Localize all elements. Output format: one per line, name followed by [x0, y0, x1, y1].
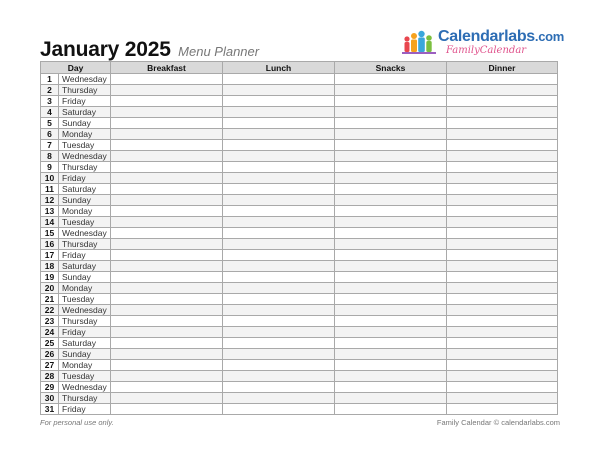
- day-name: Friday: [59, 404, 111, 415]
- dinner-cell[interactable]: [447, 74, 558, 85]
- lunch-cell[interactable]: [223, 294, 335, 305]
- snacks-cell[interactable]: [335, 250, 447, 261]
- dinner-cell[interactable]: [447, 107, 558, 118]
- family-figures-icon: [402, 30, 436, 56]
- breakfast-cell[interactable]: [111, 228, 223, 239]
- day-name: Thursday: [59, 316, 111, 327]
- table-row: [41, 107, 558, 118]
- snacks-cell[interactable]: [335, 129, 447, 140]
- breakfast-cell[interactable]: [111, 206, 223, 217]
- breakfast-cell[interactable]: [111, 118, 223, 129]
- calendarlabs-logo[interactable]: [402, 28, 565, 58]
- day-number: 28: [41, 371, 59, 382]
- logo-dotcom-text: .com: [534, 29, 565, 44]
- table-row: [41, 261, 558, 272]
- day-name: Wednesday: [59, 382, 111, 393]
- breakfast-cell[interactable]: [111, 96, 223, 107]
- snacks-cell[interactable]: [335, 118, 447, 129]
- lunch-cell[interactable]: [223, 327, 335, 338]
- table-row: [41, 217, 558, 228]
- dinner-cell[interactable]: [447, 349, 558, 360]
- lunch-cell[interactable]: [223, 371, 335, 382]
- lunch-cell[interactable]: [223, 129, 335, 140]
- day-name: Thursday: [59, 162, 111, 173]
- dinner-cell[interactable]: [447, 206, 558, 217]
- table-row: [41, 85, 558, 96]
- dinner-cell[interactable]: [447, 118, 558, 129]
- day-name: Tuesday: [59, 140, 111, 151]
- breakfast-cell[interactable]: [111, 327, 223, 338]
- snacks-cell[interactable]: [335, 272, 447, 283]
- day-number: 30: [41, 393, 59, 404]
- table-row: [41, 96, 558, 107]
- day-number: 13: [41, 206, 59, 217]
- day-number: 16: [41, 239, 59, 250]
- logo-name-text: Calendarlabs: [438, 28, 535, 45]
- snacks-cell[interactable]: [335, 283, 447, 294]
- column-header-breakfast: Breakfast: [111, 62, 223, 74]
- breakfast-cell[interactable]: [111, 316, 223, 327]
- breakfast-cell[interactable]: [111, 250, 223, 261]
- table-row: [41, 382, 558, 393]
- dinner-cell[interactable]: [447, 217, 558, 228]
- breakfast-cell[interactable]: [111, 162, 223, 173]
- day-number: 3: [41, 96, 59, 107]
- lunch-cell[interactable]: [223, 173, 335, 184]
- day-number: 20: [41, 283, 59, 294]
- day-name: Friday: [59, 250, 111, 261]
- dinner-cell[interactable]: [447, 140, 558, 151]
- day-number: 27: [41, 360, 59, 371]
- day-number: 8: [41, 151, 59, 162]
- day-number: 18: [41, 261, 59, 272]
- table-row: [41, 393, 558, 404]
- day-name: Wednesday: [59, 74, 111, 85]
- table-row: [41, 74, 558, 85]
- snacks-cell[interactable]: [335, 151, 447, 162]
- lunch-cell[interactable]: [223, 404, 335, 415]
- snacks-cell[interactable]: [335, 140, 447, 151]
- day-name: Saturday: [59, 338, 111, 349]
- breakfast-cell[interactable]: [111, 261, 223, 272]
- breakfast-cell[interactable]: [111, 85, 223, 96]
- day-number: 9: [41, 162, 59, 173]
- lunch-cell[interactable]: [223, 162, 335, 173]
- lunch-cell[interactable]: [223, 74, 335, 85]
- day-number: 11: [41, 184, 59, 195]
- day-name: Monday: [59, 283, 111, 294]
- lunch-cell[interactable]: [223, 206, 335, 217]
- snacks-cell[interactable]: [335, 206, 447, 217]
- day-number: 25: [41, 338, 59, 349]
- table-row: [41, 349, 558, 360]
- dinner-cell[interactable]: [447, 360, 558, 371]
- breakfast-cell[interactable]: [111, 371, 223, 382]
- table-row: [41, 162, 558, 173]
- day-number: 10: [41, 173, 59, 184]
- day-name: Tuesday: [59, 294, 111, 305]
- snacks-cell[interactable]: [335, 404, 447, 415]
- dinner-cell[interactable]: [447, 393, 558, 404]
- snacks-cell[interactable]: [335, 316, 447, 327]
- day-name: Sunday: [59, 118, 111, 129]
- lunch-cell[interactable]: [223, 250, 335, 261]
- dinner-cell[interactable]: [447, 294, 558, 305]
- dinner-cell[interactable]: [447, 195, 558, 206]
- dinner-cell[interactable]: [447, 239, 558, 250]
- breakfast-cell[interactable]: [111, 382, 223, 393]
- day-name: Saturday: [59, 184, 111, 195]
- dinner-cell[interactable]: [447, 316, 558, 327]
- day-name: Saturday: [59, 107, 111, 118]
- breakfast-cell[interactable]: [111, 184, 223, 195]
- column-header-dinner: Dinner: [447, 62, 558, 74]
- breakfast-cell[interactable]: [111, 349, 223, 360]
- snacks-cell[interactable]: [335, 239, 447, 250]
- table-row: [41, 118, 558, 129]
- day-name: Friday: [59, 173, 111, 184]
- table-row: [41, 239, 558, 250]
- day-name: Sunday: [59, 195, 111, 206]
- day-number: 2: [41, 85, 59, 96]
- breakfast-cell[interactable]: [111, 195, 223, 206]
- table-header-row: [41, 62, 558, 74]
- page-title: [40, 38, 259, 62]
- column-header-lunch: Lunch: [223, 62, 335, 74]
- snacks-cell[interactable]: [335, 360, 447, 371]
- day-number: 24: [41, 327, 59, 338]
- table-row: [41, 195, 558, 206]
- lunch-cell[interactable]: [223, 393, 335, 404]
- footer-credit: Family Calendar © calendarlabs.com: [436, 418, 560, 427]
- table-row: [41, 338, 558, 349]
- table-row: [41, 206, 558, 217]
- breakfast-cell[interactable]: [111, 283, 223, 294]
- dinner-cell[interactable]: [447, 272, 558, 283]
- snacks-cell[interactable]: [335, 261, 447, 272]
- table-row: [41, 129, 558, 140]
- snacks-cell[interactable]: [335, 294, 447, 305]
- snacks-cell[interactable]: [335, 327, 447, 338]
- lunch-cell[interactable]: [223, 349, 335, 360]
- lunch-cell[interactable]: [223, 261, 335, 272]
- breakfast-cell[interactable]: [111, 151, 223, 162]
- planner-subtitle: Menu Planner: [178, 44, 260, 59]
- dinner-cell[interactable]: [447, 382, 558, 393]
- day-name: Wednesday: [59, 228, 111, 239]
- day-number: 19: [41, 272, 59, 283]
- breakfast-cell[interactable]: [111, 305, 223, 316]
- table-row: [41, 272, 558, 283]
- dinner-cell[interactable]: [447, 173, 558, 184]
- breakfast-cell[interactable]: [111, 217, 223, 228]
- day-name: Monday: [59, 206, 111, 217]
- breakfast-cell[interactable]: [111, 360, 223, 371]
- lunch-cell[interactable]: [223, 217, 335, 228]
- column-header-snacks: Snacks: [335, 62, 447, 74]
- day-name: Monday: [59, 360, 111, 371]
- snacks-cell[interactable]: [335, 184, 447, 195]
- dinner-cell[interactable]: [447, 327, 558, 338]
- breakfast-cell[interactable]: [111, 338, 223, 349]
- breakfast-cell[interactable]: [111, 107, 223, 118]
- table-row: [41, 316, 558, 327]
- snacks-cell[interactable]: [335, 393, 447, 404]
- table-row: [41, 151, 558, 162]
- snacks-cell[interactable]: [335, 382, 447, 393]
- breakfast-cell[interactable]: [111, 393, 223, 404]
- table-row: [41, 294, 558, 305]
- lunch-cell[interactable]: [223, 283, 335, 294]
- table-row: [41, 360, 558, 371]
- column-header-day: Day: [41, 62, 111, 74]
- snacks-cell[interactable]: [335, 162, 447, 173]
- day-number: 23: [41, 316, 59, 327]
- day-name: Wednesday: [59, 305, 111, 316]
- day-name: Sunday: [59, 272, 111, 283]
- day-number: 14: [41, 217, 59, 228]
- dinner-cell[interactable]: [447, 404, 558, 415]
- table-row: [41, 305, 558, 316]
- breakfast-cell[interactable]: [111, 74, 223, 85]
- breakfast-cell[interactable]: [111, 272, 223, 283]
- snacks-cell[interactable]: [335, 173, 447, 184]
- day-number: 26: [41, 349, 59, 360]
- dinner-cell[interactable]: [447, 371, 558, 382]
- table-row: [41, 250, 558, 261]
- dinner-cell[interactable]: [447, 151, 558, 162]
- breakfast-cell[interactable]: [111, 129, 223, 140]
- month-year-title: January 2025: [40, 38, 171, 61]
- lunch-cell[interactable]: [223, 228, 335, 239]
- day-name: Friday: [59, 96, 111, 107]
- lunch-cell[interactable]: [223, 239, 335, 250]
- breakfast-cell[interactable]: [111, 173, 223, 184]
- dinner-cell[interactable]: [447, 261, 558, 272]
- logo-tagline: FamilyCalendar: [446, 45, 527, 56]
- table-row: [41, 140, 558, 151]
- day-number: 7: [41, 140, 59, 151]
- table-row: [41, 327, 558, 338]
- lunch-cell[interactable]: [223, 184, 335, 195]
- snacks-cell[interactable]: [335, 74, 447, 85]
- table-row: [41, 228, 558, 239]
- breakfast-cell[interactable]: [111, 294, 223, 305]
- dinner-cell[interactable]: [447, 162, 558, 173]
- day-name: Tuesday: [59, 217, 111, 228]
- dinner-cell[interactable]: [447, 305, 558, 316]
- day-name: Saturday: [59, 261, 111, 272]
- day-name: Monday: [59, 129, 111, 140]
- lunch-cell[interactable]: [223, 316, 335, 327]
- lunch-cell[interactable]: [223, 195, 335, 206]
- day-number: 21: [41, 294, 59, 305]
- day-name: Thursday: [59, 239, 111, 250]
- breakfast-cell[interactable]: [111, 239, 223, 250]
- table-row: [41, 404, 558, 415]
- snacks-cell[interactable]: [335, 349, 447, 360]
- day-number: 29: [41, 382, 59, 393]
- day-number: 6: [41, 129, 59, 140]
- snacks-cell[interactable]: [335, 228, 447, 239]
- lunch-cell[interactable]: [223, 360, 335, 371]
- day-number: 12: [41, 195, 59, 206]
- table-row: [41, 184, 558, 195]
- table-row: [41, 283, 558, 294]
- snacks-cell[interactable]: [335, 338, 447, 349]
- dinner-cell[interactable]: [447, 85, 558, 96]
- lunch-cell[interactable]: [223, 107, 335, 118]
- lunch-cell[interactable]: [223, 338, 335, 349]
- snacks-cell[interactable]: [335, 107, 447, 118]
- lunch-cell[interactable]: [223, 305, 335, 316]
- dinner-cell[interactable]: [447, 228, 558, 239]
- lunch-cell[interactable]: [223, 382, 335, 393]
- snacks-cell[interactable]: [335, 195, 447, 206]
- menu-planner-table: [40, 61, 558, 415]
- logo-wordmark: [438, 28, 564, 46]
- day-name: Wednesday: [59, 151, 111, 162]
- day-number: 1: [41, 74, 59, 85]
- day-number: 31: [41, 404, 59, 415]
- planner-body: [41, 74, 558, 415]
- lunch-cell[interactable]: [223, 140, 335, 151]
- breakfast-cell[interactable]: [111, 404, 223, 415]
- snacks-cell[interactable]: [335, 371, 447, 382]
- day-number: 4: [41, 107, 59, 118]
- lunch-cell[interactable]: [223, 85, 335, 96]
- breakfast-cell[interactable]: [111, 140, 223, 151]
- lunch-cell[interactable]: [223, 272, 335, 283]
- snacks-cell[interactable]: [335, 85, 447, 96]
- snacks-cell[interactable]: [335, 217, 447, 228]
- dinner-cell[interactable]: [447, 338, 558, 349]
- footer-personal-use: For personal use only.: [40, 418, 114, 427]
- lunch-cell[interactable]: [223, 96, 335, 107]
- lunch-cell[interactable]: [223, 151, 335, 162]
- dinner-cell[interactable]: [447, 129, 558, 140]
- dinner-cell[interactable]: [447, 184, 558, 195]
- dinner-cell[interactable]: [447, 283, 558, 294]
- snacks-cell[interactable]: [335, 96, 447, 107]
- day-number: 15: [41, 228, 59, 239]
- snacks-cell[interactable]: [335, 305, 447, 316]
- table-row: [41, 173, 558, 184]
- day-name: Sunday: [59, 349, 111, 360]
- dinner-cell[interactable]: [447, 250, 558, 261]
- lunch-cell[interactable]: [223, 118, 335, 129]
- day-number: 5: [41, 118, 59, 129]
- day-name: Thursday: [59, 393, 111, 404]
- table-row: [41, 371, 558, 382]
- dinner-cell[interactable]: [447, 96, 558, 107]
- day-name: Thursday: [59, 85, 111, 96]
- day-number: 17: [41, 250, 59, 261]
- day-name: Friday: [59, 327, 111, 338]
- day-number: 22: [41, 305, 59, 316]
- day-name: Tuesday: [59, 371, 111, 382]
